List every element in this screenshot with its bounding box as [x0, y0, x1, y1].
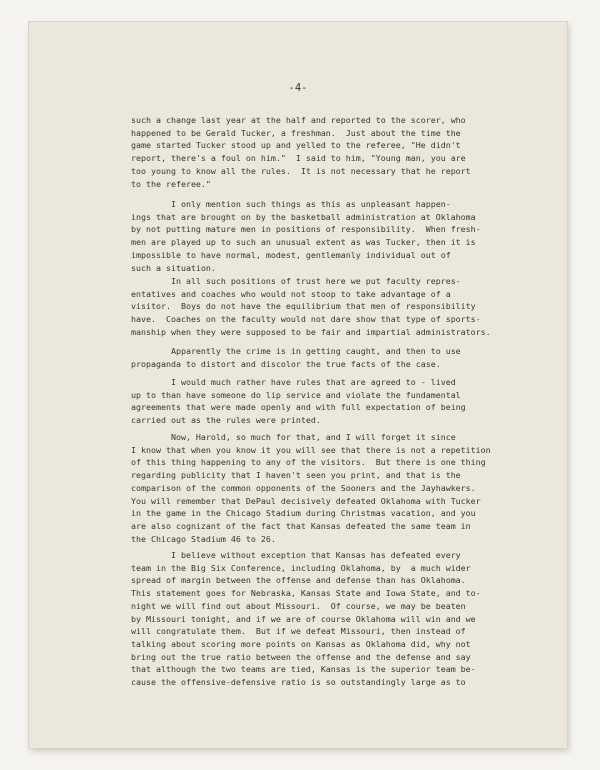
paragraph: I only mention such things as this as unpleasant happen- ings that are brought on by the basketball administration at Oklahoma by not putting mature men in positions of responsibility. When fresh- men are played up to such an unusual extent as was Tucker, then it is impossible to have normal, modest, gentlemanly individual out of such a situation. [131, 199, 481, 273]
paragraph: such a change last year at the half and reported to the scorer, who happened to be Gerald Tucker, a freshman. Just about the time the game started Tucker stood up and yelled to the referee, "He didn't report, there's a foul on him." I said to him, "Young man, you are too young to know all the rules. It is not necessary that he report to the referee." [131, 115, 471, 189]
paragraph: I believe without exception that Kansas has defeated every team in the Big Six Conference, including Oklahoma, by a much wider spread of margin between the offense and defense than has Oklahoma. This statement goes for Nebraska, Kansas State and Iowa State, and to- night we will find out about Missouri. Of course, we may be beaten by Missouri tonight, and if we are of course Oklahoma will win and we will congratulate them. But if we defeat Missouri, then instead of talking about scoring more points on Kansas as Oklahoma did, why not bring out the true ratio between the offense and the defense and say that although the two teams are tied, Kansas is the superior team be- cause the offensive-defensive ratio is so outstandingly large as to [131, 550, 481, 688]
paragraph: Apparently the crime is in getting caught, and then to use propaganda to distort and discolor the true facts of the case. [131, 346, 461, 369]
page-number: -4- [288, 82, 308, 94]
typed-letter-page [29, 22, 567, 748]
paragraph: I would much rather have rules that are agreed to - lived up to than have someone do lip service and violate the fundamental agreements that were made openly and with full expectation of being carried out as the rules were printed. [131, 377, 466, 426]
paragraph: Now, Harold, so much for that, and I will forget it since I know that when you know it you will see that there is not a repetition of this thing happening to any of the visitors. But there is one thing regarding publicity that I haven't seen you print, and that is the comparison of the common opponents of the Sooners and the Jayhawkers. You will remember that DePaul decisively defeated Oklahoma with Tucker in the game in the Chicago Stadium during Christmas vacation, and you are also cognizant of the fact that Kansas defeated the same team in the Chicago Stadium 46 to 26. [131, 432, 491, 544]
paragraph: In all such positions of trust here we put faculty repres- entatives and coaches who would not stoop to take advantage of a visitor. Boys do not have the equilibrium that men of responsibility have. Coaches on the faculty would not dare show that type of sports- manship when they were supposed to be fair and impartial administrators. [131, 276, 491, 337]
